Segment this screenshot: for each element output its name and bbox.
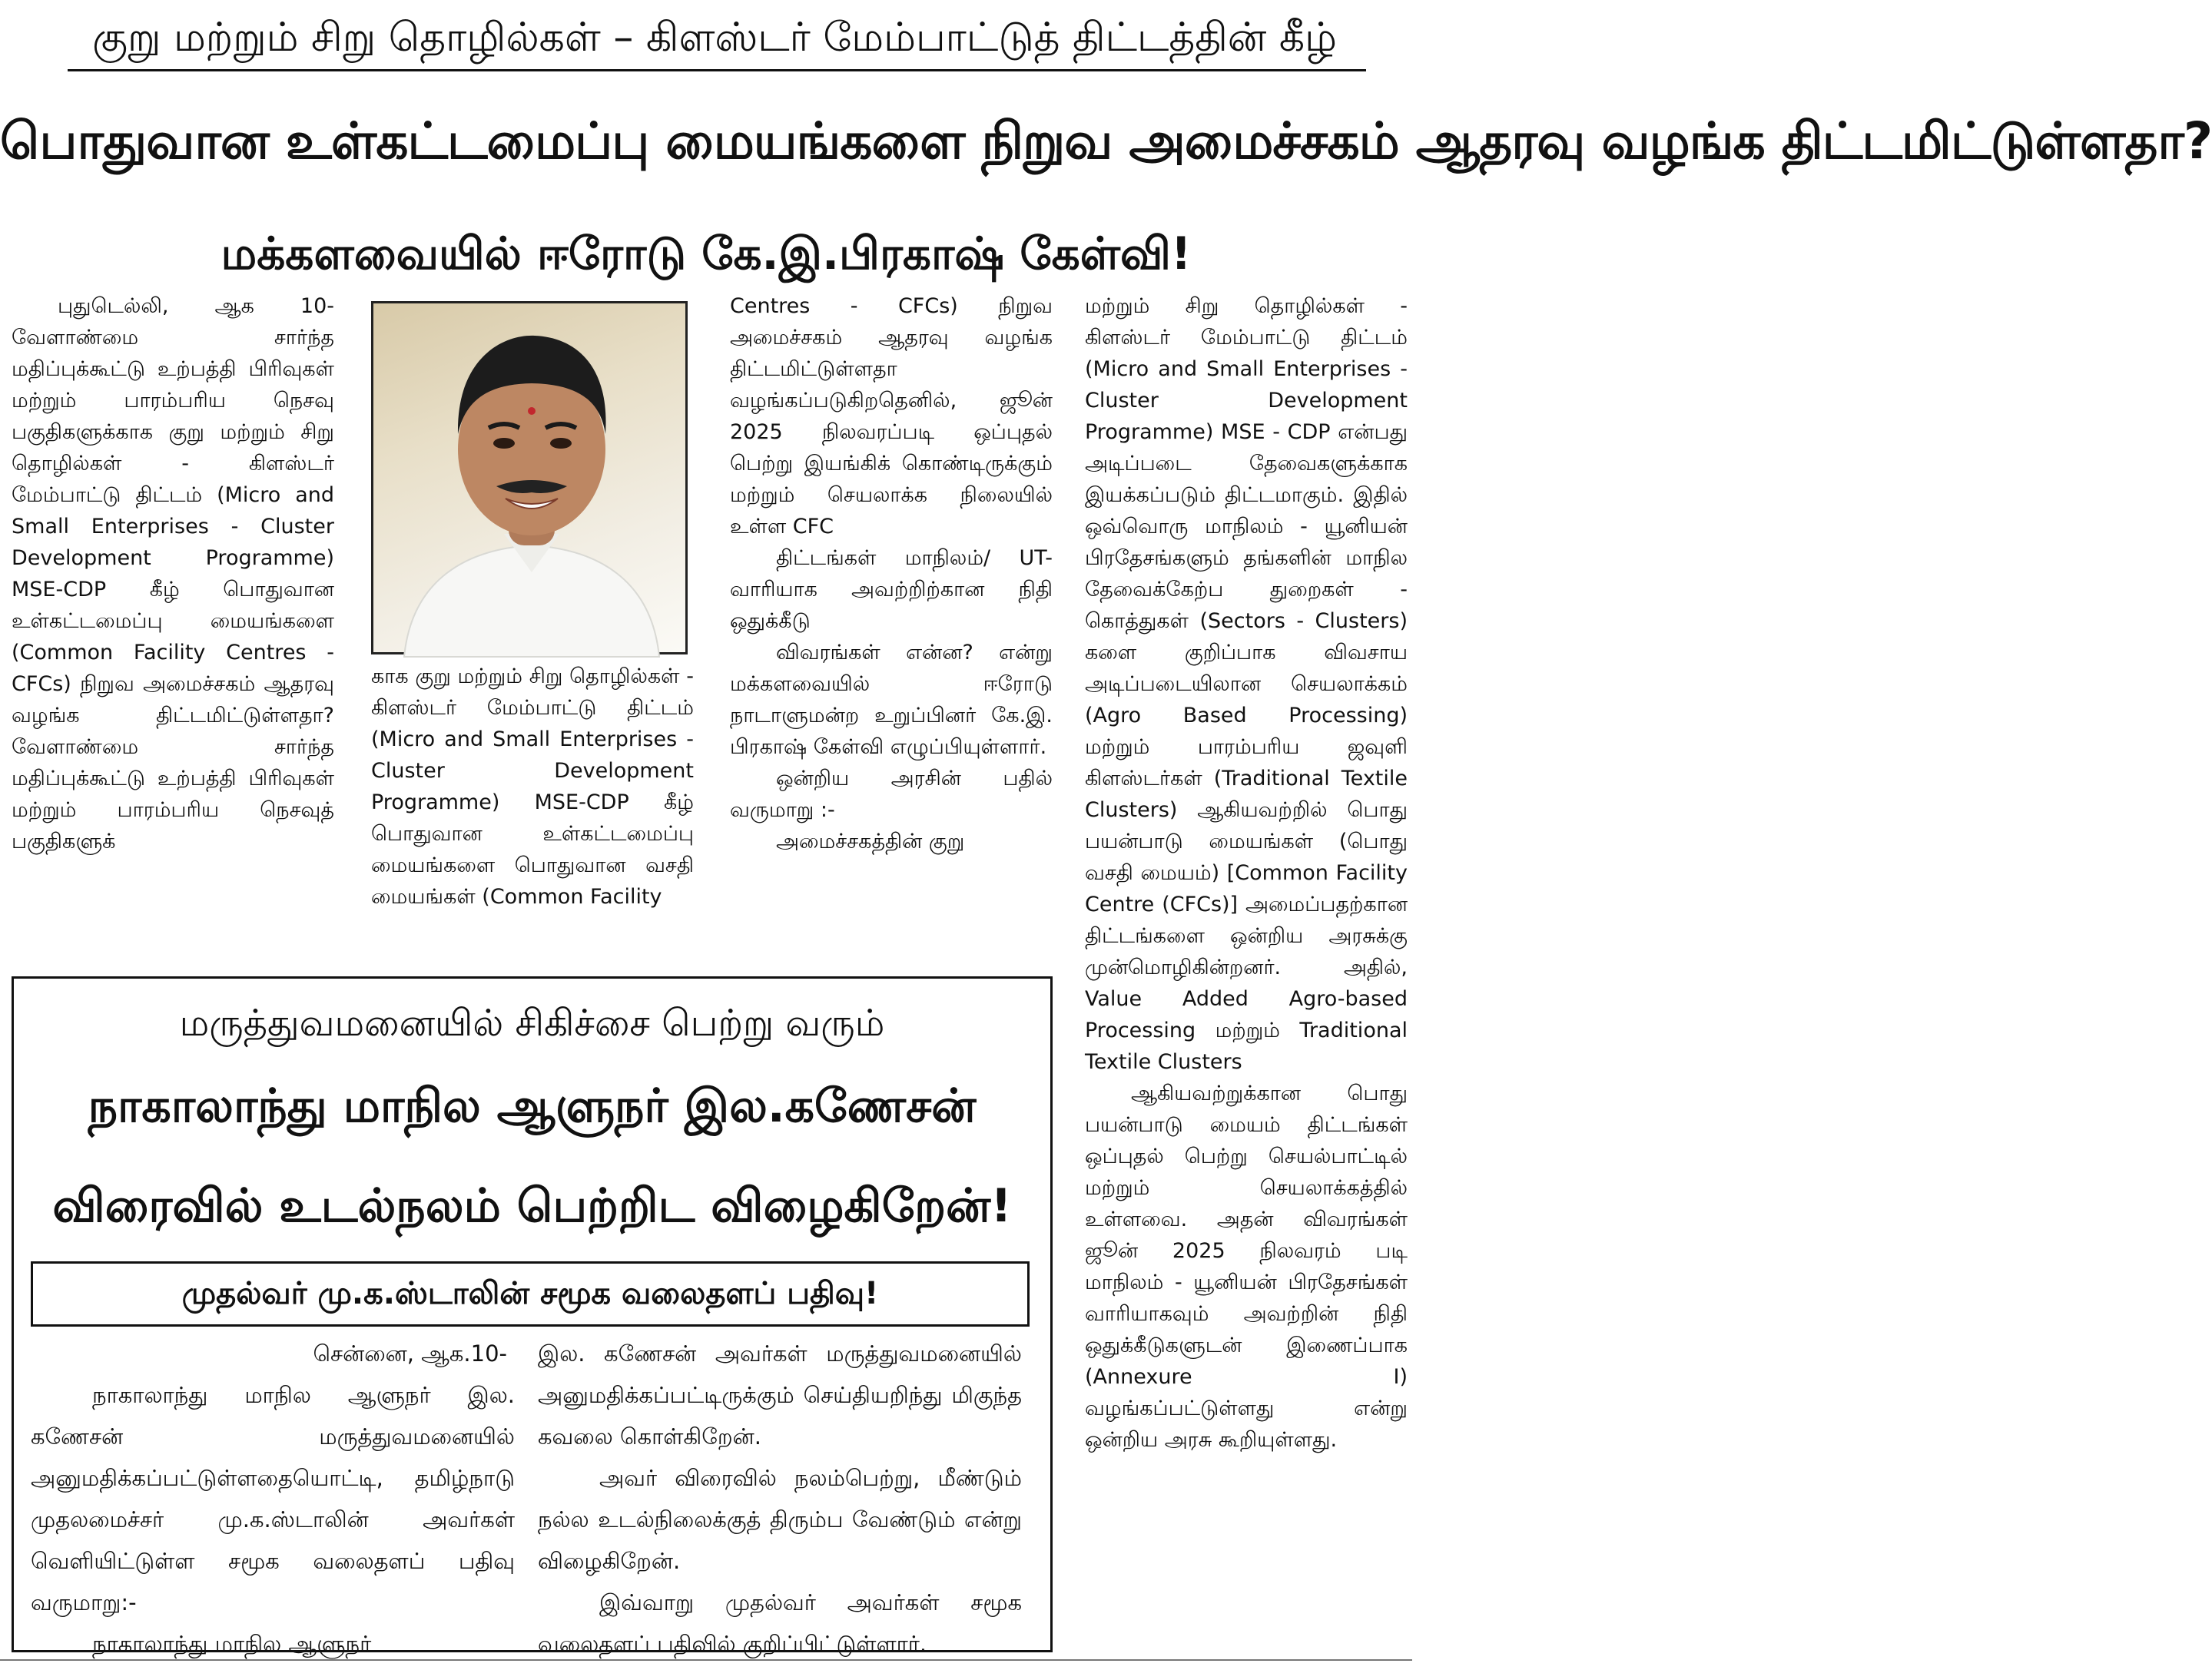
boxed-column-left — [31, 1333, 515, 1657]
article-paragraph: திட்டங்கள் மாநிலம்/ UT- வாரியாக அவற்றிற்கான நிதி ஒதுக்கீடு — [730, 546, 1053, 633]
article-paragraph: மற்றும் சிறு தொழில்கள் - கிளஸ்டர் மேம்பாட்டு திட்டம் (Micro and Small Enterprises - Cluster Development Programme) MSE - CDP என்பது அடிப்படை தேவைகளுக்காக இயக்கப்படும் திட்டமாகும். இதில் ஒவ்வொரு மாநிலம் - யூனியன் பிரதேசங்களும் தங்களின் மாநில தேவைக்கேற்ப துறைகள் - கொத்துகள் (Sectors - Clusters) களை குறிப்பாக விவசாய அடிப்படையிலான செயலாக்கம் (Agro Based Processing) மற்றும் பாரம்பரிய ஜவுளி கிளஸ்டர்கள் (Traditional Textile Clusters) ஆகியவற்றில் பொது பயன்பாடு மையங்கள் (பொது வசதி மையம்) [Common Facility Centre (CFCs)] அமைப்பதற்கான திட்டங்களை ஒன்றிய அரசுக்கு முன்மொழிகின்றனர். அதில், Value Added Agro-based Processing மற்றும் Traditional Textile Clusters — [1085, 294, 1408, 1074]
page-bottom-rule — [0, 1659, 1412, 1661]
article-paragraph: அமைச்சகத்தின் குறு — [776, 830, 965, 853]
boxed-paragraph: நாகாலாந்து மாநில ஆளுநர் — [92, 1631, 372, 1657]
article-paragraph: விவரங்கள் என்ன? என்று மக்களவையில் ஈரோடு நாடாளுமன்ற உறுப்பினர் கே.இ. பிரகாஷ் கேள்வி எழுப்பியுள்ளார். — [730, 641, 1053, 759]
article-column-1 — [12, 290, 334, 956]
article-paragraph: ஒன்றிய அரசின் பதில் வருமாறு :- — [730, 767, 1053, 822]
sub-headline: மக்களவையில் ஈரோடு கே.இ.பிரகாஷ் கேள்வி! — [221, 227, 1192, 280]
boxed-column-right — [538, 1333, 1022, 1657]
article-paragraph: ஆகியவற்றுக்கான பொது பயன்பாடு மையம் திட்டங்கள் ஒப்புதல் பெற்று செயல்பாட்டில் மற்றும் செயலாக்கத்தில் உள்ளவை. அதன் விவரங்கள் ஜூன் 2025 நிலவரம் படி மாநிலம் - யூனியன் பிரதேசங்கள் வாரியாகவும் அவற்றின் நிதி ஒதுக்கீடுகளுடன் இணைப்பாக (Annexure I) வழங்கப்பட்டுள்ளது என்று ஒன்றிய அரசு கூறியுள்ளது. — [1085, 1082, 1408, 1452]
main-headline: பொதுவான உள்கட்டமைப்பு மையங்களை நிறுவ அமைச்சகம் ஆதரவு வழங்க திட்டமிட்டுள்ளதா? — [0, 111, 2212, 171]
boxed-headline-line-2: விரைவில் உடல்நலம் பெற்றிட விழைகிறேன்! — [52, 1179, 1012, 1233]
article-column-2 — [371, 661, 694, 956]
boxed-paragraph: நாகாலாந்து மாநில ஆளுநர் இல. கணேசன் மருத்துவமனையில் அனுமதிக்கப்பட்டுள்ளதையொட்டி, தமிழ்நாடு முதலமைச்சர் மு.க.ஸ்டாலின் அவர்கள் வெளியிட்டுள்ள சமூக வலைதளப் பதிவு வருமாறு:- — [31, 1382, 515, 1615]
article-column-4 — [1085, 290, 1408, 1654]
article-column-3 — [730, 290, 1053, 956]
kicker-headline: குறு மற்றும் சிறு தொழில்கள் – கிளஸ்டர் மேம்பாட்டுத் திட்டத்தின் கீழ் — [92, 15, 1337, 61]
portrait-illustration — [373, 303, 690, 657]
boxed-kicker: மருத்துவமனையில் சிகிச்சை பெற்று வரும் — [179, 1002, 885, 1045]
boxed-subheading: முதல்வர் மு.க.ஸ்டாலின் சமூக வலைதளப் பதிவு! — [31, 1261, 1030, 1327]
boxed-headline-line-1: நாகாலாந்து மாநில ஆளுநர் இல.கணேசன் — [88, 1079, 977, 1133]
boxed-paragraph: இல. கணேசன் அவர்கள் மருத்துவமனையில் அனுமதிக்கப்பட்டிருக்கும் செய்தியறிந்து மிகுந்த கவலை கொள்கிறேன். — [538, 1340, 1022, 1450]
article-paragraph: Centres - CFCs) நிறுவ அமைச்சகம் ஆதரவு வழங்க திட்டமிட்டுள்ளதா வழங்கப்படுகிறதெனில், ஜூன் 2025 நிலவரப்படி ஒப்புதல் பெற்று இயங்கிக் கொண்டிருக்கும் மற்றும் செயலாக்க நிலையில் உள்ள CFC — [730, 294, 1053, 538]
boxed-paragraph: அவர் விரைவில் நலம்பெற்று, மீண்டும் நல்ல உடல்நிலைக்குத் திரும்ப வேண்டும் என்று விழைகிறேன். — [538, 1465, 1022, 1574]
boxed-paragraph: இவ்வாறு முதல்வர் அவர்கள் சமூக வலைதளப் பதிவில் குறிப்பிட்டுள்ளார். — [538, 1589, 1022, 1657]
article-paragraph: காக குறு மற்றும் சிறு தொழில்கள் - கிளஸ்டர் மேம்பாட்டு திட்டம் (Micro and Small Enterprises - Cluster Development Programme) MSE-CDP கீழ் பொதுவான உள்கட்டமைப்பு மையங்களை பொதுவான வசதி மையங்கள் (Common Facility — [371, 664, 694, 909]
kicker-underline — [68, 69, 1366, 71]
portrait-photo — [371, 301, 688, 654]
dateline: சென்னை, ஆக.10- — [313, 1340, 507, 1367]
article-paragraph: புதுடெல்லி, ஆக 10- வேளாண்மை சார்ந்த மதிப்புக்கூட்டு உற்பத்தி பிரிவுகள் மற்றும் பாரம்பரிய நெசவு பகுதிகளுக்காக குறு மற்றும் சிறு தொழில்கள் - கிளஸ்டர் மேம்பாட்டு திட்டம் (Micro and Small Enterprises - Cluster Development Programme) MSE-CDP கீழ் பொதுவான உள்கட்டமைப்பு மையங்களை (Common Facility Centres - CFCs) நிறுவ அமைச்சகம் ஆதரவு வழங்க திட்டமிட்டுள்ளதா? வேளாண்மை சார்ந்த மதிப்புக்கூட்டு உற்பத்தி பிரிவுகள் மற்றும் பாரம்பரிய நெசவுத் பகுதிகளுக் — [12, 294, 334, 853]
